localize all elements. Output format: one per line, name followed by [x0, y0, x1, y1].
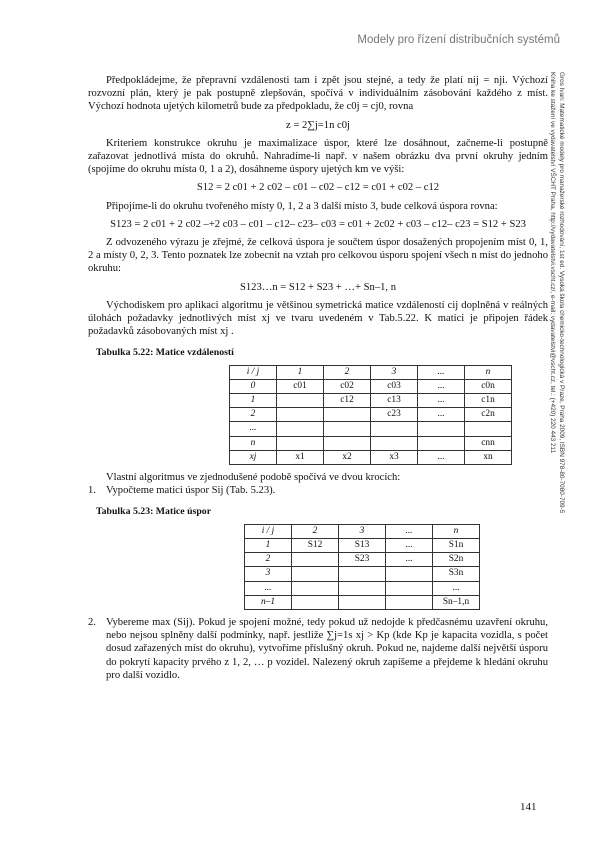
table-cell	[292, 567, 339, 581]
table-cell: c1n	[465, 394, 512, 408]
table-cell: n	[465, 365, 512, 379]
table-cell: S13	[339, 538, 386, 552]
table-cell	[292, 553, 339, 567]
list-item-1	[88, 484, 548, 497]
table-cell: n	[230, 436, 277, 450]
table-cell: c01	[277, 379, 324, 393]
table-row	[230, 450, 512, 464]
distance-matrix-table	[229, 365, 512, 465]
table-cell: 3	[245, 567, 292, 581]
side-citation-line-2: Kniha ke stažení ve vydavatelství VŠCHT Praha, http://vydavatelstvi.vscht.cz/, e-mail: vydavatelstvi@vscht.cz, tel.: (+420) 220 443 211	[549, 72, 556, 454]
table-cell	[324, 436, 371, 450]
equation-4: S123…n = S12 + S23 + …+ Sn–1, n	[239, 281, 397, 293]
table2-caption: Tabulka 5.23: Matice úspor	[96, 506, 212, 518]
table-row	[245, 567, 480, 581]
table-cell: n	[433, 524, 480, 538]
paragraph-6: Vlastní algoritmus ve zjednodušené podobě spočívá ve dvou krocích:	[106, 472, 401, 484]
table-cell: 3	[371, 365, 418, 379]
table-cell: 1	[277, 365, 324, 379]
table-cell	[292, 581, 339, 595]
table-cell: c2n	[465, 408, 512, 422]
table-row	[245, 538, 480, 552]
table-cell	[339, 595, 386, 609]
list-number: 2.	[88, 616, 96, 628]
list-item-text: Vybereme max (Sij). Pokud je spojení možné, tedy pokud už nedojde k předčasnému uzavření okruhu, nebo nejsou splněny další podmínky, např. jestliže ∑j=1s xj > Kp (kde Kp je kapacita vozidla, s počet dosud zařazených míst do okruhu), vytvoříme příslušný okruh. Pokud ne, najdeme další největší úsporu do pokrytí kapacity prvého z 1, 2, … p vozidel. Nalezený okruh zapíšeme a přejdeme k hledání okruhu pro další vozidlo.	[106, 616, 548, 681]
table-cell: 1	[245, 538, 292, 552]
equation-2: S12 = 2 c01 + 2 c02 – c01 – c02 – c12 = c01 + c02 – c12	[196, 182, 440, 194]
table-row	[230, 379, 512, 393]
table-cell: x2	[324, 450, 371, 464]
table-row	[230, 408, 512, 422]
table-row	[245, 553, 480, 567]
table-cell	[465, 422, 512, 436]
table-cell	[339, 581, 386, 595]
table-cell	[386, 581, 433, 595]
table-cell	[277, 408, 324, 422]
table-cell: ...	[418, 450, 465, 464]
table-cell: 0	[230, 379, 277, 393]
table-cell: c13	[371, 394, 418, 408]
table-cell: 1	[230, 394, 277, 408]
table-cell: Sn–1,n	[433, 595, 480, 609]
table-cell	[324, 408, 371, 422]
main-content	[88, 74, 548, 682]
side-citation	[548, 72, 566, 632]
table-cell: 3	[339, 524, 386, 538]
table-cell: xn	[465, 450, 512, 464]
paragraph-4: Z odvozeného výrazu je zřejmé, že celková úspora je součtem úspor dosažených propojením míst 0, 1, 2 a místy 0, 2, 3. Tento poznatek lze zobecnit na vztah pro celkovou úsporu spojení všech n míst do jednoho okruhu:	[88, 237, 548, 275]
table-cell: c03	[371, 379, 418, 393]
table-cell: ...	[418, 408, 465, 422]
table-row	[245, 524, 480, 538]
table-cell: c02	[324, 379, 371, 393]
table-cell	[277, 422, 324, 436]
table-cell: ...	[386, 553, 433, 567]
table-cell: x1	[277, 450, 324, 464]
paragraph-5: Východiskem pro aplikaci algoritmu je většinou symetrická matice vzdáleností cij doplněná v reálných úlohách požadavky jednotlivých míst xj ve tvaru uvedeném v Tab.5.22. K matici je připojen řádek požadavků zásobovaných míst xj .	[88, 299, 548, 338]
table-cell: cnn	[465, 436, 512, 450]
table-cell: c12	[324, 394, 371, 408]
table-cell: x3	[371, 450, 418, 464]
table-cell: i / j	[245, 524, 292, 538]
table-cell	[418, 422, 465, 436]
table-cell: 2	[230, 408, 277, 422]
table-cell: ...	[418, 365, 465, 379]
running-header: Modely pro řízení distribučních systémů	[357, 34, 560, 46]
table-cell: ...	[230, 422, 277, 436]
table-cell: 2	[245, 553, 292, 567]
table-cell	[386, 595, 433, 609]
table-cell: 2	[292, 524, 339, 538]
table-cell	[371, 436, 418, 450]
side-citation-line-1: Gros Ivan: Matematické modely pro manažerské rozhodování, 1st ed. Vysoká škola chemicko-technologická v Praze, Praha 2009, ISBN 978-80-7080-709-5	[558, 72, 565, 514]
table-cell: S2n	[433, 553, 480, 567]
table-cell: ...	[245, 581, 292, 595]
table-cell: S3n	[433, 567, 480, 581]
table-cell: ...	[418, 379, 465, 393]
table-row	[245, 595, 480, 609]
table-cell	[418, 436, 465, 450]
table-cell	[292, 595, 339, 609]
savings-matrix-table	[244, 524, 480, 610]
table-cell	[371, 422, 418, 436]
table-row	[245, 581, 480, 595]
table-cell	[277, 436, 324, 450]
paragraph-3: Připojíme-li do okruhu tvořeného místy 0, 1, 2 a 3 další místo 3, bude celková úspora rovna:	[106, 200, 498, 212]
paragraph-1: Předpokládejme, že přepravní vzdálenosti tam i zpět jsou stejné, a tedy že platí nij = nji. Výchozí rozvozní plán, který je pak postupně zlepšován, spočívá v individuálním zásobování každého z míst. Výchozí hodnota ujetých kilometrů bude za předpokladu, že c0j = cj0, rovna	[88, 75, 548, 113]
table-row	[230, 394, 512, 408]
paragraph-2: Kriteriem konstrukce okruhu je maximalizace úspor, které lze dosáhnout, začneme-li postupně zařazovat jednotlivá místa do okruhů. Nahradíme-li např. v našem obrázku dva první okruhy jedním (spojíme do okruhu místa 0, 1 a 2), dosáhneme úspory ujetých km ve výši:	[88, 137, 548, 176]
table-cell: ...	[433, 581, 480, 595]
list-number: 1.	[88, 485, 96, 497]
table-cell	[277, 394, 324, 408]
equation-3: S123 = 2 c01 + 2 c02 –+2 c03 – c01 – c12– c23– c03 = c01 + 2c02 + c03 – c12– c23 = S12 + S23	[110, 218, 526, 230]
table-cell: ...	[386, 524, 433, 538]
table1-caption: Tabulka 5.22: Matice vzdáleností	[96, 347, 234, 359]
table-cell	[386, 567, 433, 581]
table-cell: xj	[230, 450, 277, 464]
table-cell: S23	[339, 553, 386, 567]
equation-1: z = 2∑j=1n c0j	[286, 119, 350, 131]
table-cell: 2	[324, 365, 371, 379]
table-cell: S1n	[433, 538, 480, 552]
table-cell: i / j	[230, 365, 277, 379]
table-cell: ...	[418, 394, 465, 408]
table-cell: n–1	[245, 595, 292, 609]
page-number: 141	[520, 801, 537, 813]
table-cell	[339, 567, 386, 581]
table-cell: ...	[386, 538, 433, 552]
table-row	[230, 422, 512, 436]
table-cell: c0n	[465, 379, 512, 393]
table-cell: S12	[292, 538, 339, 552]
table-cell	[324, 422, 371, 436]
table-row	[230, 436, 512, 450]
table-cell: c23	[371, 408, 418, 422]
table-row	[230, 365, 512, 379]
list-item-2	[88, 616, 548, 682]
list-item-text: Vypočteme matici úspor Sij (Tab. 5.23).	[106, 485, 276, 497]
